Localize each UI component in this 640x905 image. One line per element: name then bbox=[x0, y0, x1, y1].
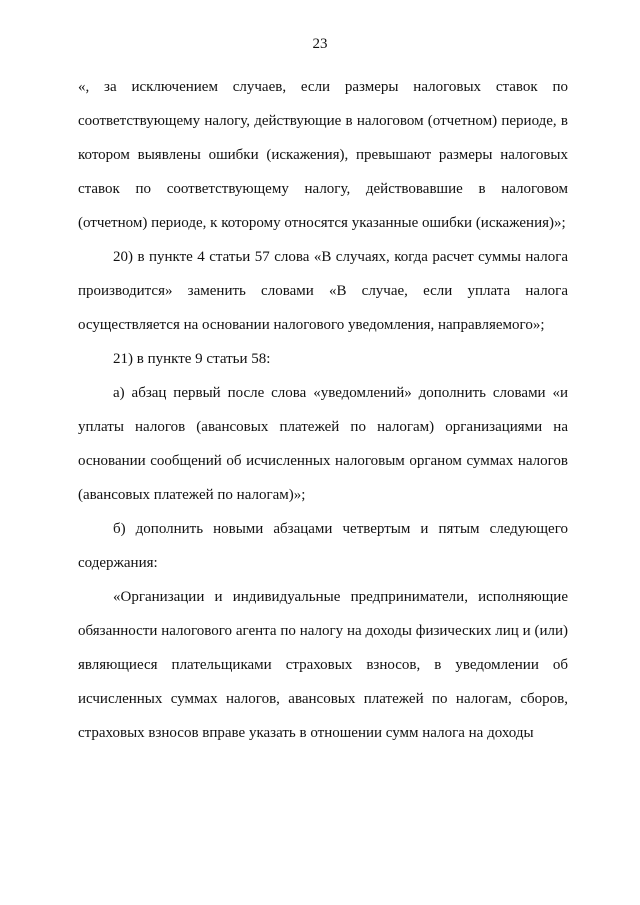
paragraph-quoted-text: «Организации и индивидуальные предприниматели, исполняющие обязанности налогового агента по налогу на доходы физических лиц и (или) являющиеся плательщиками страховых взносов, в уведомлении об исчисленных суммах налогов, авансовых платежей по налогам, сборов, страховых взносов вправе указать в отношении сумм налога на доходы bbox=[78, 589, 568, 741]
document-body bbox=[78, 70, 568, 750]
page-number: 23 bbox=[312, 36, 328, 52]
paragraph-subitem-b: б) дополнить новыми абзацами четвертым и пятым следующего содержания: bbox=[78, 521, 568, 571]
paragraph-continuation: «, за исключением случаев, если размеры налоговых ставок по соответствующему налогу, действующие в налоговом (отчетном) периоде, в котором выявлены ошибки (искажения), превышают размеры налоговых ставок по соответствующему налогу, действовавшие в налоговом (отчетном) периоде, к которому относятся указанные ошибки (искажения)»; bbox=[78, 79, 568, 231]
paragraph-item-20: 20) в пункте 4 статьи 57 слова «В случаях, когда расчет суммы налога производится» заменить словами «В случае, если уплата налога осуществляется на основании налогового уведомления, направляемого»; bbox=[78, 249, 568, 333]
paragraph-item-21: 21) в пункте 9 статьи 58: bbox=[113, 351, 271, 367]
paragraph-subitem-a: а) абзац первый после слова «уведомлений» дополнить словами «и уплаты налогов (авансовых платежей по налогам) организациями на основании сообщений об исчисленных налоговым органом суммах налогов (авансовых платежей по налогам)»; bbox=[78, 385, 568, 503]
